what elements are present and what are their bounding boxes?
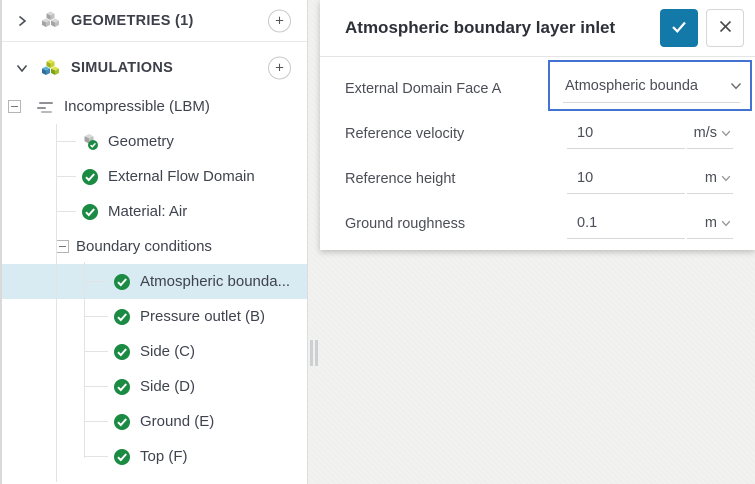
simulation-type-icon [36, 98, 56, 116]
field-label: Ground roughness [345, 215, 466, 232]
simulations-cubes-icon [40, 58, 61, 79]
unit-value: m [704, 214, 717, 231]
add-geometry-button[interactable]: + [268, 9, 291, 32]
tree-item-ground-e[interactable] [2, 404, 307, 439]
apply-button[interactable] [660, 9, 698, 47]
field-label: Reference velocity [345, 125, 465, 142]
check-circle-icon [113, 343, 131, 361]
tree-item-label: Ground (E) [140, 413, 215, 430]
check-icon [670, 19, 688, 38]
field-row-velocity [320, 111, 755, 156]
field-row-height [320, 156, 755, 201]
tree-item-boundary-conditions[interactable] [2, 229, 307, 264]
close-icon [719, 20, 732, 36]
tree-item-label: Material: Air [108, 203, 188, 220]
tree-item-material-air[interactable] [2, 194, 307, 229]
tree-item-label: Incompressible (LBM) [64, 98, 210, 115]
tree-indent-guide [56, 124, 57, 482]
height-unit-select[interactable] [687, 162, 733, 194]
tree-item-label: Boundary conditions [76, 238, 212, 255]
face-select[interactable] [548, 60, 752, 111]
check-circle-icon [113, 448, 131, 466]
check-circle-icon [113, 413, 131, 431]
tree-item-top-f[interactable] [2, 439, 307, 474]
panel-resize-handle[interactable] [310, 340, 319, 366]
roughness-unit-select[interactable] [687, 207, 733, 239]
face-select-value: Atmospheric bounda [565, 77, 698, 94]
unit-value: m/s [693, 124, 717, 141]
field-row-face [320, 66, 755, 111]
simulations-section-label: SIMULATIONS [71, 60, 174, 76]
tree-item-label: Geometry [108, 133, 174, 150]
collapse-minus-icon[interactable] [8, 100, 21, 113]
close-button[interactable] [706, 9, 744, 47]
ground-roughness-input[interactable] [567, 207, 685, 239]
chevron-right-icon[interactable] [14, 13, 29, 28]
check-circle-icon [113, 273, 131, 291]
tree-item-label: Side (D) [140, 378, 196, 395]
field-row-roughness [320, 201, 755, 246]
geometries-section-label: GEOMETRIES (1) [71, 12, 194, 29]
tree-item-external-flow-domain[interactable] [2, 159, 307, 194]
check-circle-icon [113, 378, 131, 396]
check-circle-icon [81, 168, 99, 186]
check-circle-icon [81, 203, 99, 221]
model-tree-sidebar [0, 0, 308, 484]
chevron-down-icon [721, 170, 731, 186]
panel-form [320, 57, 755, 246]
tree-item-incompressible-lbm[interactable] [2, 89, 307, 124]
chevron-down-icon [730, 77, 742, 95]
tree-item-label: Side (C) [140, 343, 196, 360]
chevron-down-icon[interactable] [14, 61, 29, 76]
panel-header [320, 0, 755, 57]
field-label: Reference height [345, 170, 456, 187]
tree-item-label: Pressure outlet (B) [140, 308, 266, 325]
tree-item-pressure-outlet-b[interactable] [2, 299, 307, 334]
tree-item-side-d[interactable] [2, 369, 307, 404]
reference-velocity-input[interactable] [567, 117, 685, 149]
tree-item-label: Top (F) [140, 448, 188, 465]
velocity-unit-select[interactable] [687, 117, 733, 149]
unit-value: m [704, 169, 717, 186]
geometry-cube-check-icon [81, 133, 99, 151]
boundary-condition-settings-panel [320, 0, 755, 250]
tree-indent-guide [84, 262, 85, 458]
geometries-section-header[interactable] [2, 0, 307, 42]
tree-item-label: Atmospheric bounda... [140, 273, 291, 290]
tree-item-side-c[interactable] [2, 334, 307, 369]
panel-title: Atmospheric boundary layer inlet [345, 18, 616, 37]
simulations-section-header[interactable] [2, 47, 307, 89]
field-label: External Domain Face A [345, 80, 502, 97]
tree-item-geometry[interactable] [2, 124, 307, 159]
collapse-minus-icon[interactable] [56, 240, 69, 253]
chevron-down-icon [721, 125, 731, 141]
tree-item-atmospheric-boundary[interactable] [2, 264, 307, 299]
geometry-cubes-icon [40, 10, 61, 31]
tree-item-label: External Flow Domain [108, 168, 255, 185]
add-simulation-button[interactable]: + [268, 57, 291, 80]
reference-height-input[interactable] [567, 162, 685, 194]
check-circle-icon [113, 308, 131, 326]
chevron-down-icon [721, 215, 731, 231]
